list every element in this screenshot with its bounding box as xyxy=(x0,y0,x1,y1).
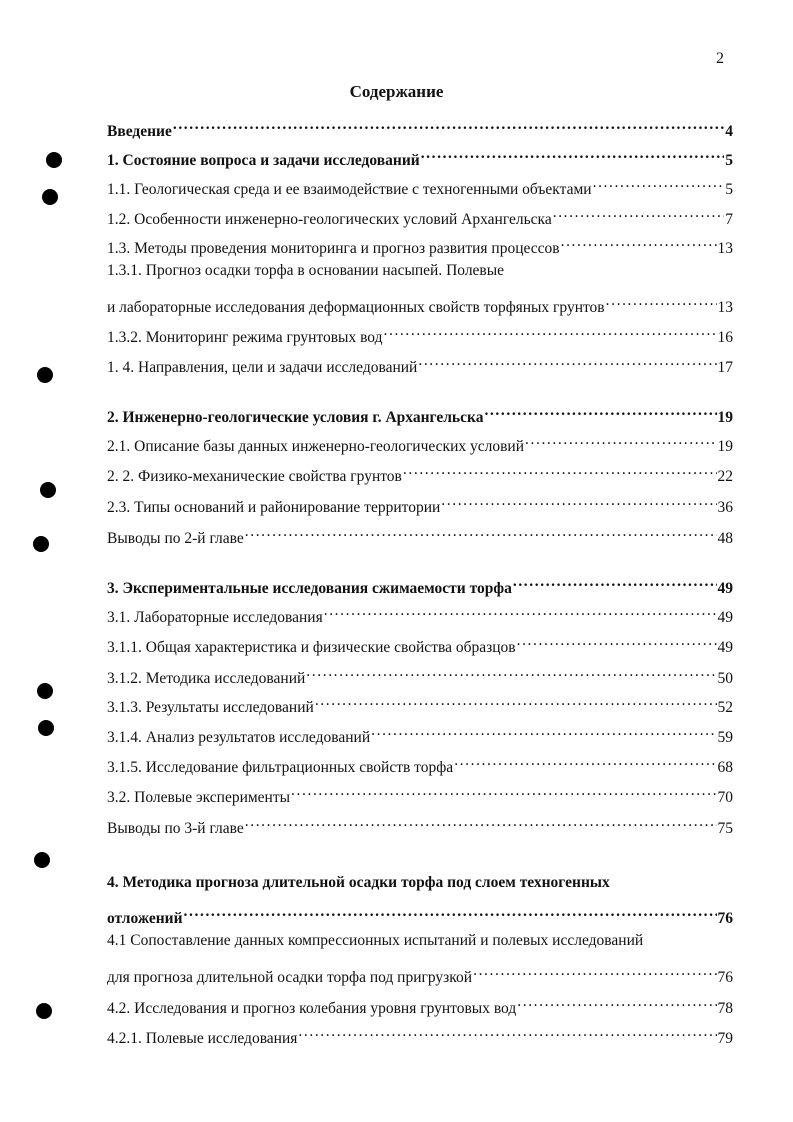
toc-entry: 1.1. Геологическая среда и ее взаимодействие с техногенными объектами ..... 5 xyxy=(107,172,733,194)
toc-entry: 4.2. Исследования и прогноз колебания уровня грунтовых вод ..... 78 xyxy=(107,991,733,1013)
toc-entry: Выводы по 2-й главе ..... 48 xyxy=(107,521,733,543)
punch-hole xyxy=(37,367,53,383)
toc-entry: 4.1 Сопоставление данных компрессионных испытаний и полевых исследований xyxy=(107,932,644,949)
punch-hole xyxy=(46,152,62,168)
toc-entry: 2.3. Типы оснований и районирование территории ..... 36 xyxy=(107,490,733,512)
punch-hole xyxy=(38,720,54,736)
toc-entry: 1.2. Особенности инженерно-геологических условий Архангельска ..... 7 xyxy=(107,202,733,224)
toc-entry: отложений ..... 76 xyxy=(107,901,733,923)
toc-entry: 2. 2. Физико-механические свойства грунтов ..... 22 xyxy=(107,459,733,481)
toc-entry: 3. Экспериментальные исследования сжимаемости торфа ..... 49 xyxy=(107,571,733,593)
page-title: Содержание xyxy=(349,82,444,101)
toc-entry: 3.1. Лабораторные исследования ..... 49 xyxy=(107,600,733,622)
punch-hole xyxy=(42,189,58,205)
toc-entry: и лабораторные исследования деформационных свойств торфяных грунтов ..... 13 xyxy=(107,290,733,312)
toc-entry: Введение ..... 4 xyxy=(107,114,733,136)
toc-entry: 3.1.5. Исследование фильтрационных свойств торфа ..... 68 xyxy=(107,750,733,772)
toc-entry: 2. Инженерно-геологические условия г. Архангельска ..... 19 xyxy=(107,400,733,422)
toc-entry: 1. 4. Направления, цели и задачи исследований ..... 17 xyxy=(107,350,733,372)
toc-entry: для прогноза длительной осадки торфа под пригрузкой ..... 76 xyxy=(107,960,733,982)
punch-hole xyxy=(37,683,53,699)
toc-entry: 2.1. Описание базы данных инженерно-геологических условий ..... 19 xyxy=(107,429,733,451)
punch-hole xyxy=(34,852,50,868)
toc-entry: 1.3.2. Мониторинг режима грунтовых вод ..... 16 xyxy=(107,320,733,342)
toc-entry: 1. Состояние вопроса и задачи исследований ..... 5 xyxy=(107,143,733,165)
toc-entry: 1.3. Методы проведения мониторинга и прогноз развития процессов ..... 13 xyxy=(107,231,733,253)
punch-hole xyxy=(40,482,56,498)
toc-entry: 1.3.1. Прогноз осадки торфа в основании насыпей. Полевые xyxy=(107,262,505,279)
page-number: 2 xyxy=(716,50,724,67)
punch-hole xyxy=(36,1003,52,1019)
toc-entry: 3.1.2. Методика исследований ..... 50 xyxy=(107,661,733,683)
toc-entry: 4. Методика прогноза длительной осадки торфа под слоем техногенных xyxy=(107,874,610,891)
toc-entry: 3.2. Полевые эксперименты ..... 70 xyxy=(107,780,733,802)
toc-entry: Выводы по 3-й главе ..... 75 xyxy=(107,811,733,833)
toc-entry: 3.1.1. Общая характеристика и физические свойства образцов ..... 49 xyxy=(107,630,733,652)
toc-entry: 3.1.4. Анализ результатов исследований ..... 59 xyxy=(107,720,733,742)
toc-entry: 3.1.3. Результаты исследований ..... 52 xyxy=(107,690,733,712)
punch-hole xyxy=(33,536,49,552)
toc-entry: 4.2.1. Полевые исследования ..... 79 xyxy=(107,1021,733,1043)
